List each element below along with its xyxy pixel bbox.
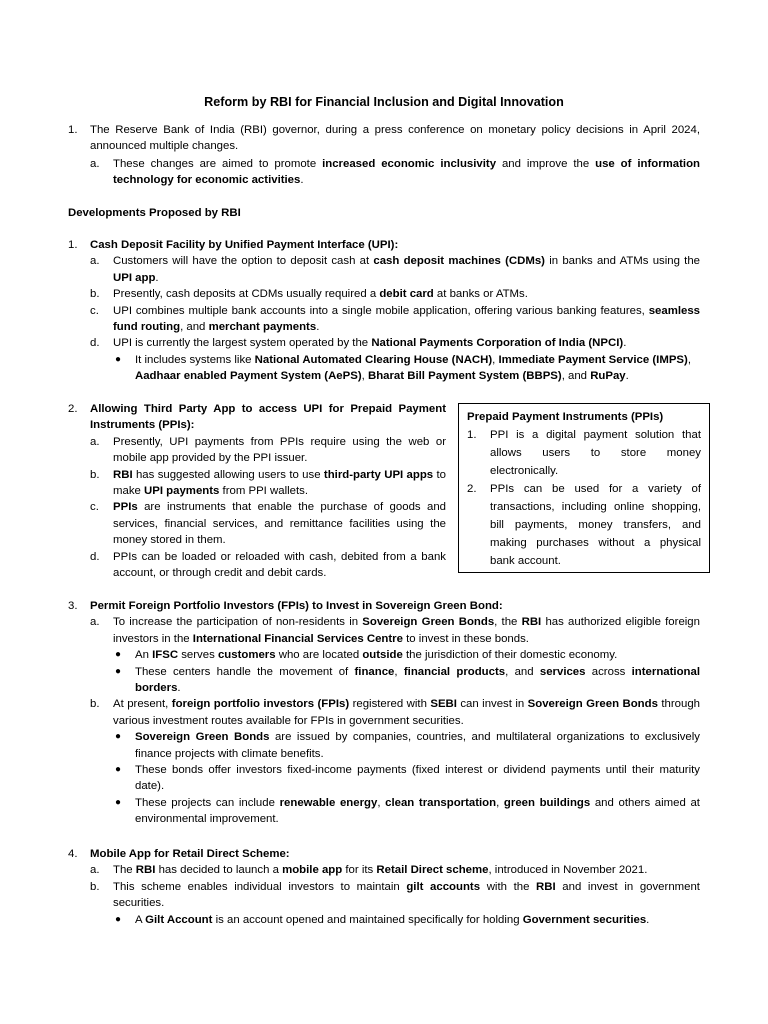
section-heading	[68, 401, 446, 434]
list-number: 1.	[467, 429, 477, 441]
ppi-info-box	[458, 403, 710, 573]
sec3-b-bullet-1	[113, 729, 700, 762]
section-2-heading: Allowing Third Party App to access UPI for Prepaid Payment Instruments (PPIs):	[90, 403, 446, 432]
item-text: PPIs are instruments that enable the purchase of goods and services, financial services, and remittance facilities using the money stored in them.	[113, 501, 446, 547]
sec3-a-bullet-1	[113, 647, 700, 663]
sec3-item-b	[90, 696, 700, 729]
item-text: Customers will have the option to deposit cash at cash deposit machines (CDMs) in banks and ATMs using the UPI app.	[113, 255, 701, 284]
list-letter: b.	[90, 468, 100, 481]
list-letter: a.	[90, 864, 100, 877]
sec4-item-a	[90, 862, 700, 878]
list-letter: c.	[90, 304, 99, 317]
item-text: Presently, UPI payments from PPIs require using the web or mobile app provided by the PPI issuer.	[113, 435, 446, 465]
bullet-icon: ●	[115, 764, 122, 776]
item-text: PPIs can be loaded or reloaded with cash, debited from a bank account, or through credit and debit cards.	[113, 550, 446, 580]
bullet-text: Sovereign Green Bonds are issued by companies, countries, and multilateral organizations to exclusively finance projects with climate benefits.	[135, 731, 700, 760]
item-text: UPI combines multiple bank accounts into a single mobile application, offering various banking features, seamless fund routing, and merchant payments.	[113, 304, 700, 334]
ppi-box-item	[467, 480, 701, 570]
item-text: PPIs can be used for a variety of transactions, including online shopping, bill payments, money transfers, and making purchases without a physical bank account.	[490, 483, 701, 567]
bullet-icon: ●	[115, 796, 122, 808]
list-number: 1.	[68, 239, 78, 251]
list-letter: a.	[90, 157, 100, 170]
item-text: At present, foreign portfolio investors (FPIs) registered with SEBI can invest in Sovereign Green Bonds through various investment routes available for FPIs in government securities.	[113, 698, 700, 727]
bullet-text: These bonds offer investors fixed-income payments (fixed interest or dividend payments until their maturity date).	[135, 764, 700, 793]
list-number: 1.	[68, 124, 78, 136]
list-letter: a.	[90, 616, 100, 629]
section-2	[68, 401, 446, 581]
list-letter: d.	[90, 550, 100, 563]
list-number: 4.	[68, 848, 78, 860]
bullet-text: These centers handle the movement of finance, financial products, and services across international borders.	[135, 665, 700, 695]
intro-sub-item-a	[90, 156, 700, 189]
sec2-item-b	[90, 467, 446, 500]
section-3-heading: Permit Foreign Portfolio Investors (FPIs) to Invest in Sovereign Green Bond:	[90, 600, 503, 612]
list-letter: c.	[90, 501, 99, 514]
section-3	[68, 598, 700, 828]
sec3-b-bullet-2	[113, 762, 700, 795]
sec1-item-b	[90, 286, 700, 302]
item-text: RBI has suggested allowing users to use third-party UPI apps to make UPI payments from PPI wallets.	[113, 468, 446, 498]
list-letter: d.	[90, 337, 100, 350]
section-1	[68, 237, 700, 385]
bullet-icon: ●	[115, 649, 122, 661]
document-title: Reform by RBI for Financial Inclusion and Digital Innovation	[204, 95, 564, 109]
section-heading	[68, 846, 700, 862]
sec3-a-bullet-2	[113, 664, 700, 697]
sec1-item-c	[90, 303, 700, 336]
list-letter: b.	[90, 880, 100, 893]
item-text: This scheme enables individual investors to maintain gilt accounts with the RBI and invest in government securities.	[113, 880, 700, 910]
bullet-icon: ●	[115, 731, 122, 743]
intro-text: The Reserve Bank of India (RBI) governor, during a press conference on monetary policy decisions in April 2024, announced multiple changes.	[90, 124, 700, 153]
sec1-item-d	[90, 335, 700, 351]
list-letter: b.	[90, 698, 100, 711]
bullet-icon: ●	[115, 665, 122, 677]
intro-section	[68, 122, 700, 189]
item-text: Presently, cash deposits at CDMs usually required a debit card at banks or ATMs.	[113, 288, 528, 301]
section-4	[68, 846, 700, 928]
item-text: To increase the participation of non-residents in Sovereign Green Bonds, the RBI has authorized eligible foreign investors in the International Financial Services Centre to invest in these bonds.	[113, 616, 700, 645]
list-letter: a.	[90, 255, 100, 268]
item-text: PPI is a digital payment solution that allows users to store money electronically.	[490, 429, 701, 477]
section-heading	[68, 598, 700, 614]
intro-item	[68, 122, 700, 155]
sec3-b-bullet-3	[113, 795, 700, 828]
ppi-box-item	[467, 426, 701, 480]
section-4-heading: Mobile App for Retail Direct Scheme:	[90, 848, 290, 860]
list-number: 3.	[68, 600, 78, 612]
bullet-icon: ●	[115, 913, 122, 925]
sec4-b-bullet-1	[113, 912, 700, 928]
list-letter: b.	[90, 288, 100, 301]
item-text: The RBI has decided to launch a mobile app for its Retail Direct scheme, introduced in November 2021.	[113, 864, 648, 877]
bullet-text: A Gilt Account is an account opened and maintained specifically for holding Government securities.	[135, 913, 650, 926]
list-letter: a.	[90, 435, 100, 448]
bullet-text: It includes systems like National Automated Clearing House (NACH), Immediate Payment Service (IMPS), Aadhaar enabled Payment System (AePS), Bharat Bill Payment System (BBPS), and RuPay.	[135, 353, 691, 383]
list-number: 2.	[467, 483, 477, 495]
sec1-d-bullet	[113, 352, 700, 385]
sec1-item-a	[90, 253, 700, 286]
section-heading	[68, 237, 700, 253]
sec2-item-d	[90, 549, 446, 582]
sec2-item-c	[90, 499, 446, 548]
sec3-item-a	[90, 614, 700, 647]
intro-sub-text: These changes are aimed to promote increased economic inclusivity and improve the use of information technology for economic activities.	[113, 157, 700, 187]
ppi-box-title: Prepaid Payment Instruments (PPIs)	[467, 411, 664, 423]
sec2-item-a	[90, 434, 446, 467]
list-number: 2.	[68, 403, 78, 415]
sec4-item-b	[90, 879, 700, 912]
bullet-text: These projects can include renewable energy, clean transportation, green buildings and others aimed at environmental improvement.	[135, 796, 700, 826]
developments-heading: Developments Proposed by RBI	[68, 207, 241, 219]
bullet-text: An IFSC serves customers who are located outside the jurisdiction of their domestic economy.	[135, 649, 618, 662]
bullet-icon: ●	[115, 353, 122, 365]
item-text: UPI is currently the largest system operated by the National Payments Corporation of India (NPCI).	[113, 337, 627, 350]
section-1-heading: Cash Deposit Facility by Unified Payment Interface (UPI):	[90, 239, 399, 251]
